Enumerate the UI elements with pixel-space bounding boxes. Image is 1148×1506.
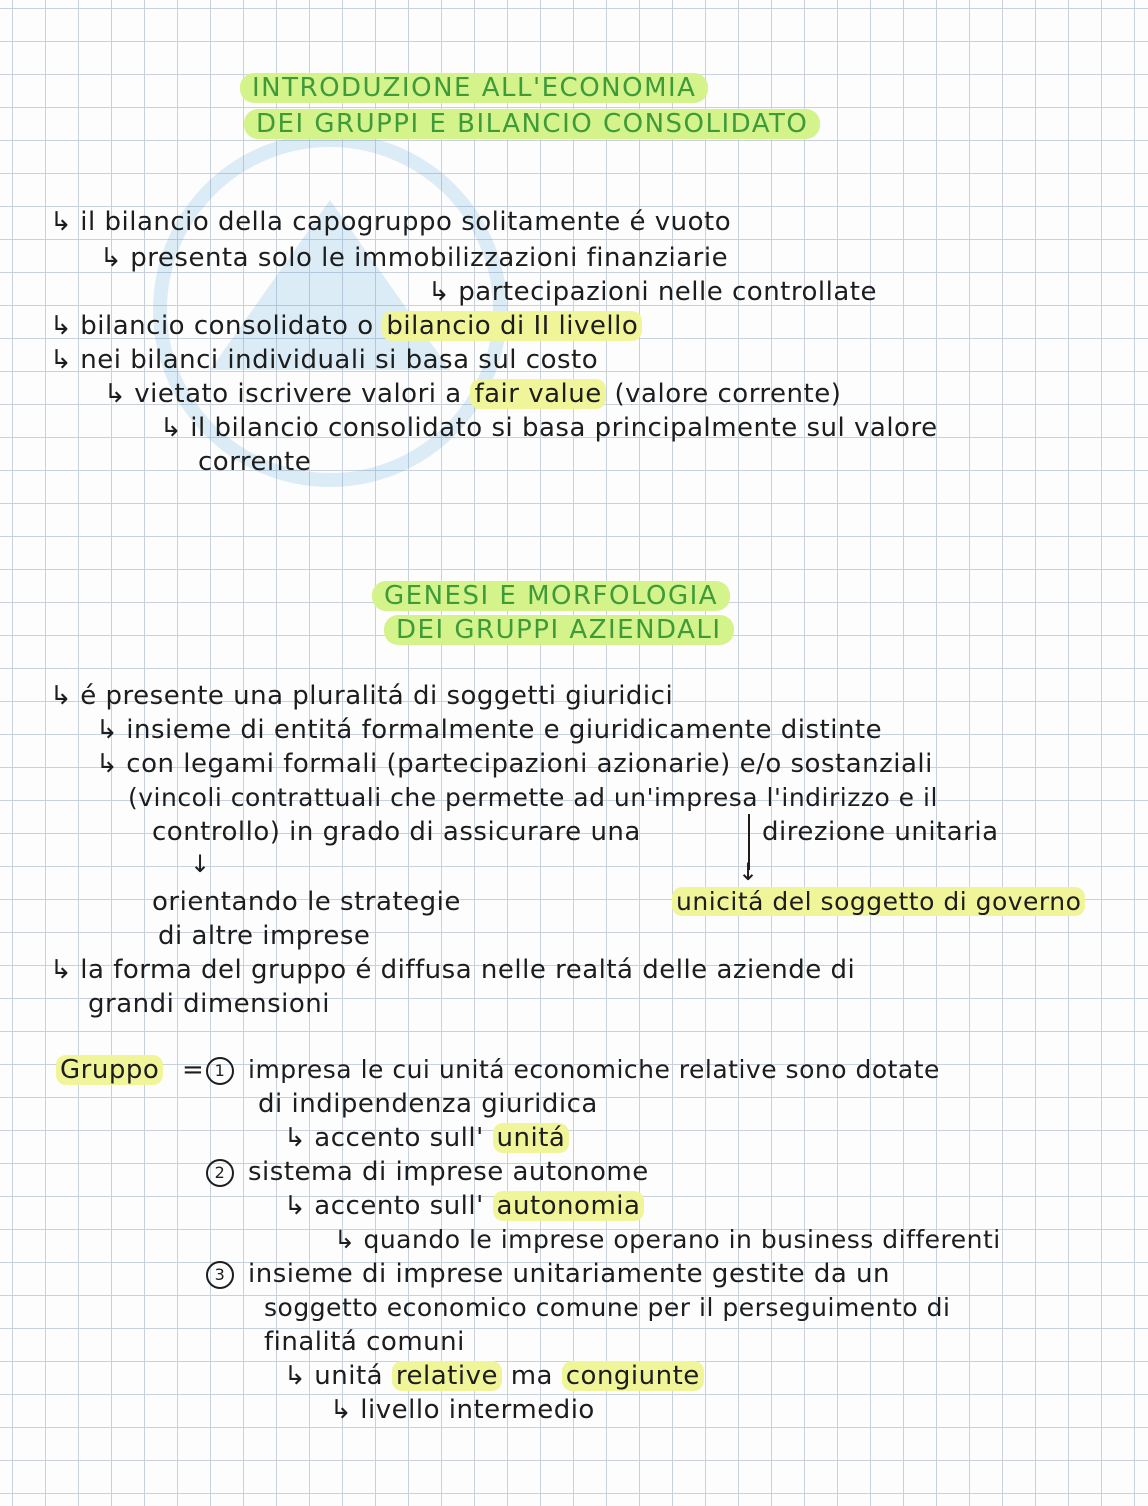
arrow-icon: ↳ [284,1191,307,1221]
note-line: ↳ é presente una pluralitá di soggetti giuridici [50,681,674,711]
definition-line: 3 insieme di imprese unitariamente gestite da un [206,1258,890,1290]
arrow-icon: ↳ [96,749,119,779]
note-line: ↳ con legami formali (partecipazioni azionarie) e/o sostanziali [96,749,933,779]
arrow-icon: ↳ [160,413,183,443]
note-line: ↳ il bilancio della capogruppo solitamente é vuoto [50,207,732,237]
arrow-icon: ↳ [50,681,73,711]
definition-line: ↳ quando le imprese operano in business differenti [334,1225,1001,1254]
note-line: corrente [198,447,312,477]
title-line-3: GENESI E MORFOLOGIA [372,580,730,612]
note-line: controllo) in grado di assicurare una [152,817,641,847]
note-line: ↳ bilancio consolidato o bilancio di II livello [50,310,642,342]
equals-sign: = [182,1055,205,1085]
number-three-icon: 3 [206,1261,234,1289]
note-line: grandi dimensioni [88,989,331,1019]
definition-line: ↳ accento sull' autonomia [284,1190,644,1222]
note-line: di altre imprese [158,921,371,951]
arrow-icon: ↳ [50,311,73,341]
note-line: ↳ presenta solo le immobilizzazioni finanziarie [100,243,729,273]
arrow-icon: ↳ [284,1123,307,1153]
arrow-icon: ↳ [100,243,123,273]
arrow-icon: ↳ [334,1225,356,1254]
number-one-icon: 1 [206,1057,234,1085]
definition-line: finalitá comuni [264,1327,465,1357]
title-line-2: DEI GRUPPI E BILANCIO CONSOLIDATO [244,108,820,140]
arrow-icon: ↳ [50,207,73,237]
note-line: ↳ insieme di entitá formalmente e giuridicamente distinte [96,715,883,745]
note-line: ↳ nei bilanci individuali si basa sul costo [50,345,599,375]
note-line: ↳ partecipazioni nelle controllate [428,277,877,307]
definition-line: soggetto economico comune per il perseguimento di [264,1293,951,1322]
definition-line: 2 sistema di imprese autonome [206,1156,649,1188]
note-line: ↳ vietato iscrivere valori a fair value (valore corrente) [104,379,842,409]
gruppo-label: Gruppo [56,1054,163,1086]
down-arrow-icon: ↓ [190,850,211,878]
arrow-icon: ↳ [104,379,127,409]
number-two-icon: 2 [206,1159,234,1187]
note-line: (vincoli contrattuali che permette ad un'impresa l'indirizzo e il [128,783,938,812]
arrow-icon: ↳ [428,277,451,307]
definition-line: ↳ livello intermedio [330,1395,595,1425]
note-line: ↳ la forma del gruppo é diffusa nelle realtá delle aziende di [50,955,856,985]
note-line: unicitá del soggetto di governo [672,886,1085,918]
title-line-1: INTRODUZIONE ALL'ECONOMIA [240,72,708,104]
arrow-icon: ↳ [50,955,73,985]
down-arrow-icon: ↓ [738,858,759,886]
title-line-4: DEI GRUPPI AZIENDALI [384,614,734,646]
definition-line: 1 impresa le cui unitá economiche relative sono dotate [206,1054,940,1086]
arrow-icon: ↳ [284,1361,307,1391]
note-line: orientando le strategie [152,887,461,917]
definition-line: ↳ accento sull' unitá [284,1122,569,1154]
arrow-icon: ↳ [50,345,73,375]
arrow-icon: ↳ [330,1395,353,1425]
definition-line: di indipendenza giuridica [258,1089,598,1119]
definition-line: ↳ unitá relative ma congiunte [284,1360,704,1392]
note-line: ↳ il bilancio consolidato si basa principalmente sul valore [160,413,938,443]
arrow-icon: ↳ [96,715,119,745]
note-line: direzione unitaria [762,817,999,847]
